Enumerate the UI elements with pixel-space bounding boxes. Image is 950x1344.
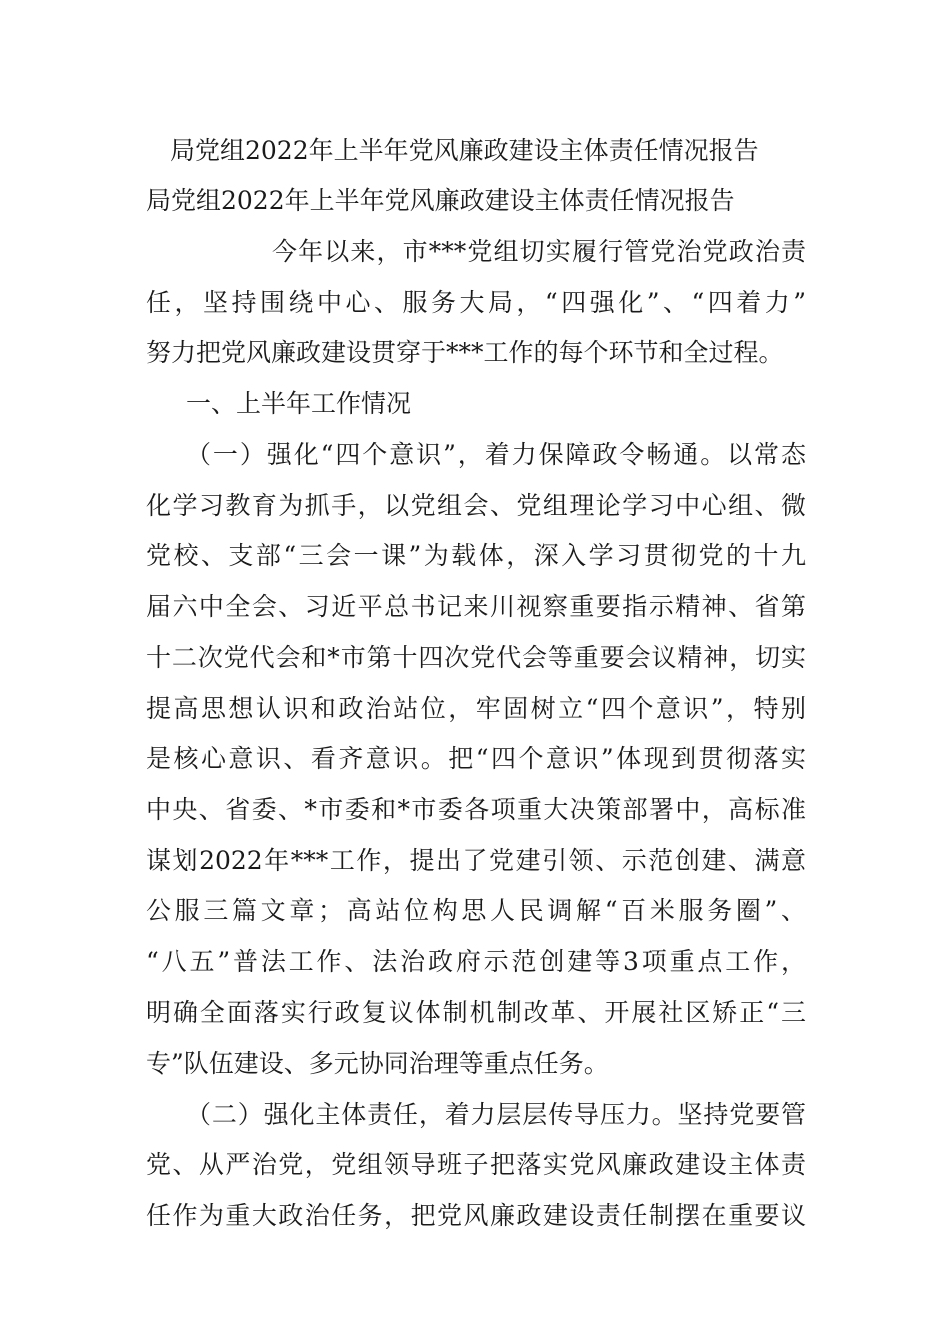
- paragraph-line: 谋划2022年***工作，提出了党建引领、示范创建、满意: [146, 846, 806, 875]
- document-title-repeat: 局党组2022年上半年党风廉政建设主体责任情况报告: [146, 186, 735, 215]
- paragraph-line: 公服三篇文章；高站位构思人民调解“百米服务圈”、: [146, 896, 806, 925]
- paragraph-line: 任，坚持围绕中心、服务大局，“四强化”、“四着力”: [146, 288, 806, 317]
- paragraph-line: （二）强化主体责任，着力层层传导压力。坚持党要管: [186, 1100, 806, 1129]
- section-heading: 一、上半年工作情况: [186, 389, 412, 418]
- paragraph-line: 中央、省委、*市委和*市委各项重大决策部署中，高标准: [146, 795, 806, 824]
- paragraph-line: 是核心意识、看齐意识。把“四个意识”体现到贯彻落实: [146, 744, 806, 773]
- paragraph-line: 今年以来，市***党组切实履行管党治党政治责: [272, 237, 806, 266]
- paragraph-line: 努力把党风廉政建设贯穿于***工作的每个环节和全过程。: [146, 338, 784, 367]
- paragraph-line: （一）强化“四个意识”，着力保障政令畅通。以常态: [186, 440, 806, 469]
- paragraph-line: 专”队伍建设、多元协同治理等重点任务。: [146, 1049, 609, 1078]
- document-title: 局党组2022年上半年党风廉政建设主体责任情况报告: [170, 136, 759, 165]
- paragraph-line: 化学习教育为抓手，以党组会、党组理论学习中心组、微: [146, 491, 806, 520]
- paragraph-line: 党、从严治党，党组领导班子把落实党风廉政建设主体责: [146, 1150, 806, 1179]
- paragraph-line: 任作为重大政治任务，把党风廉政建设责任制摆在重要议: [146, 1201, 806, 1230]
- paragraph-line: 提高思想认识和政治站位，牢固树立“四个意识”，特别: [146, 694, 806, 723]
- paragraph-line: 明确全面落实行政复议体制机制改革、开展社区矫正“三: [146, 998, 806, 1027]
- paragraph-line: “八五”普法工作、法治政府示范创建等3项重点工作，: [146, 947, 806, 976]
- paragraph-line: 党校、支部“三会一课”为载体，深入学习贯彻党的十九: [146, 541, 806, 570]
- paragraph-line: 十二次党代会和*市第十四次党代会等重要会议精神，切实: [146, 643, 806, 672]
- paragraph-line: 届六中全会、习近平总书记来川视察重要指示精神、省第: [146, 592, 806, 621]
